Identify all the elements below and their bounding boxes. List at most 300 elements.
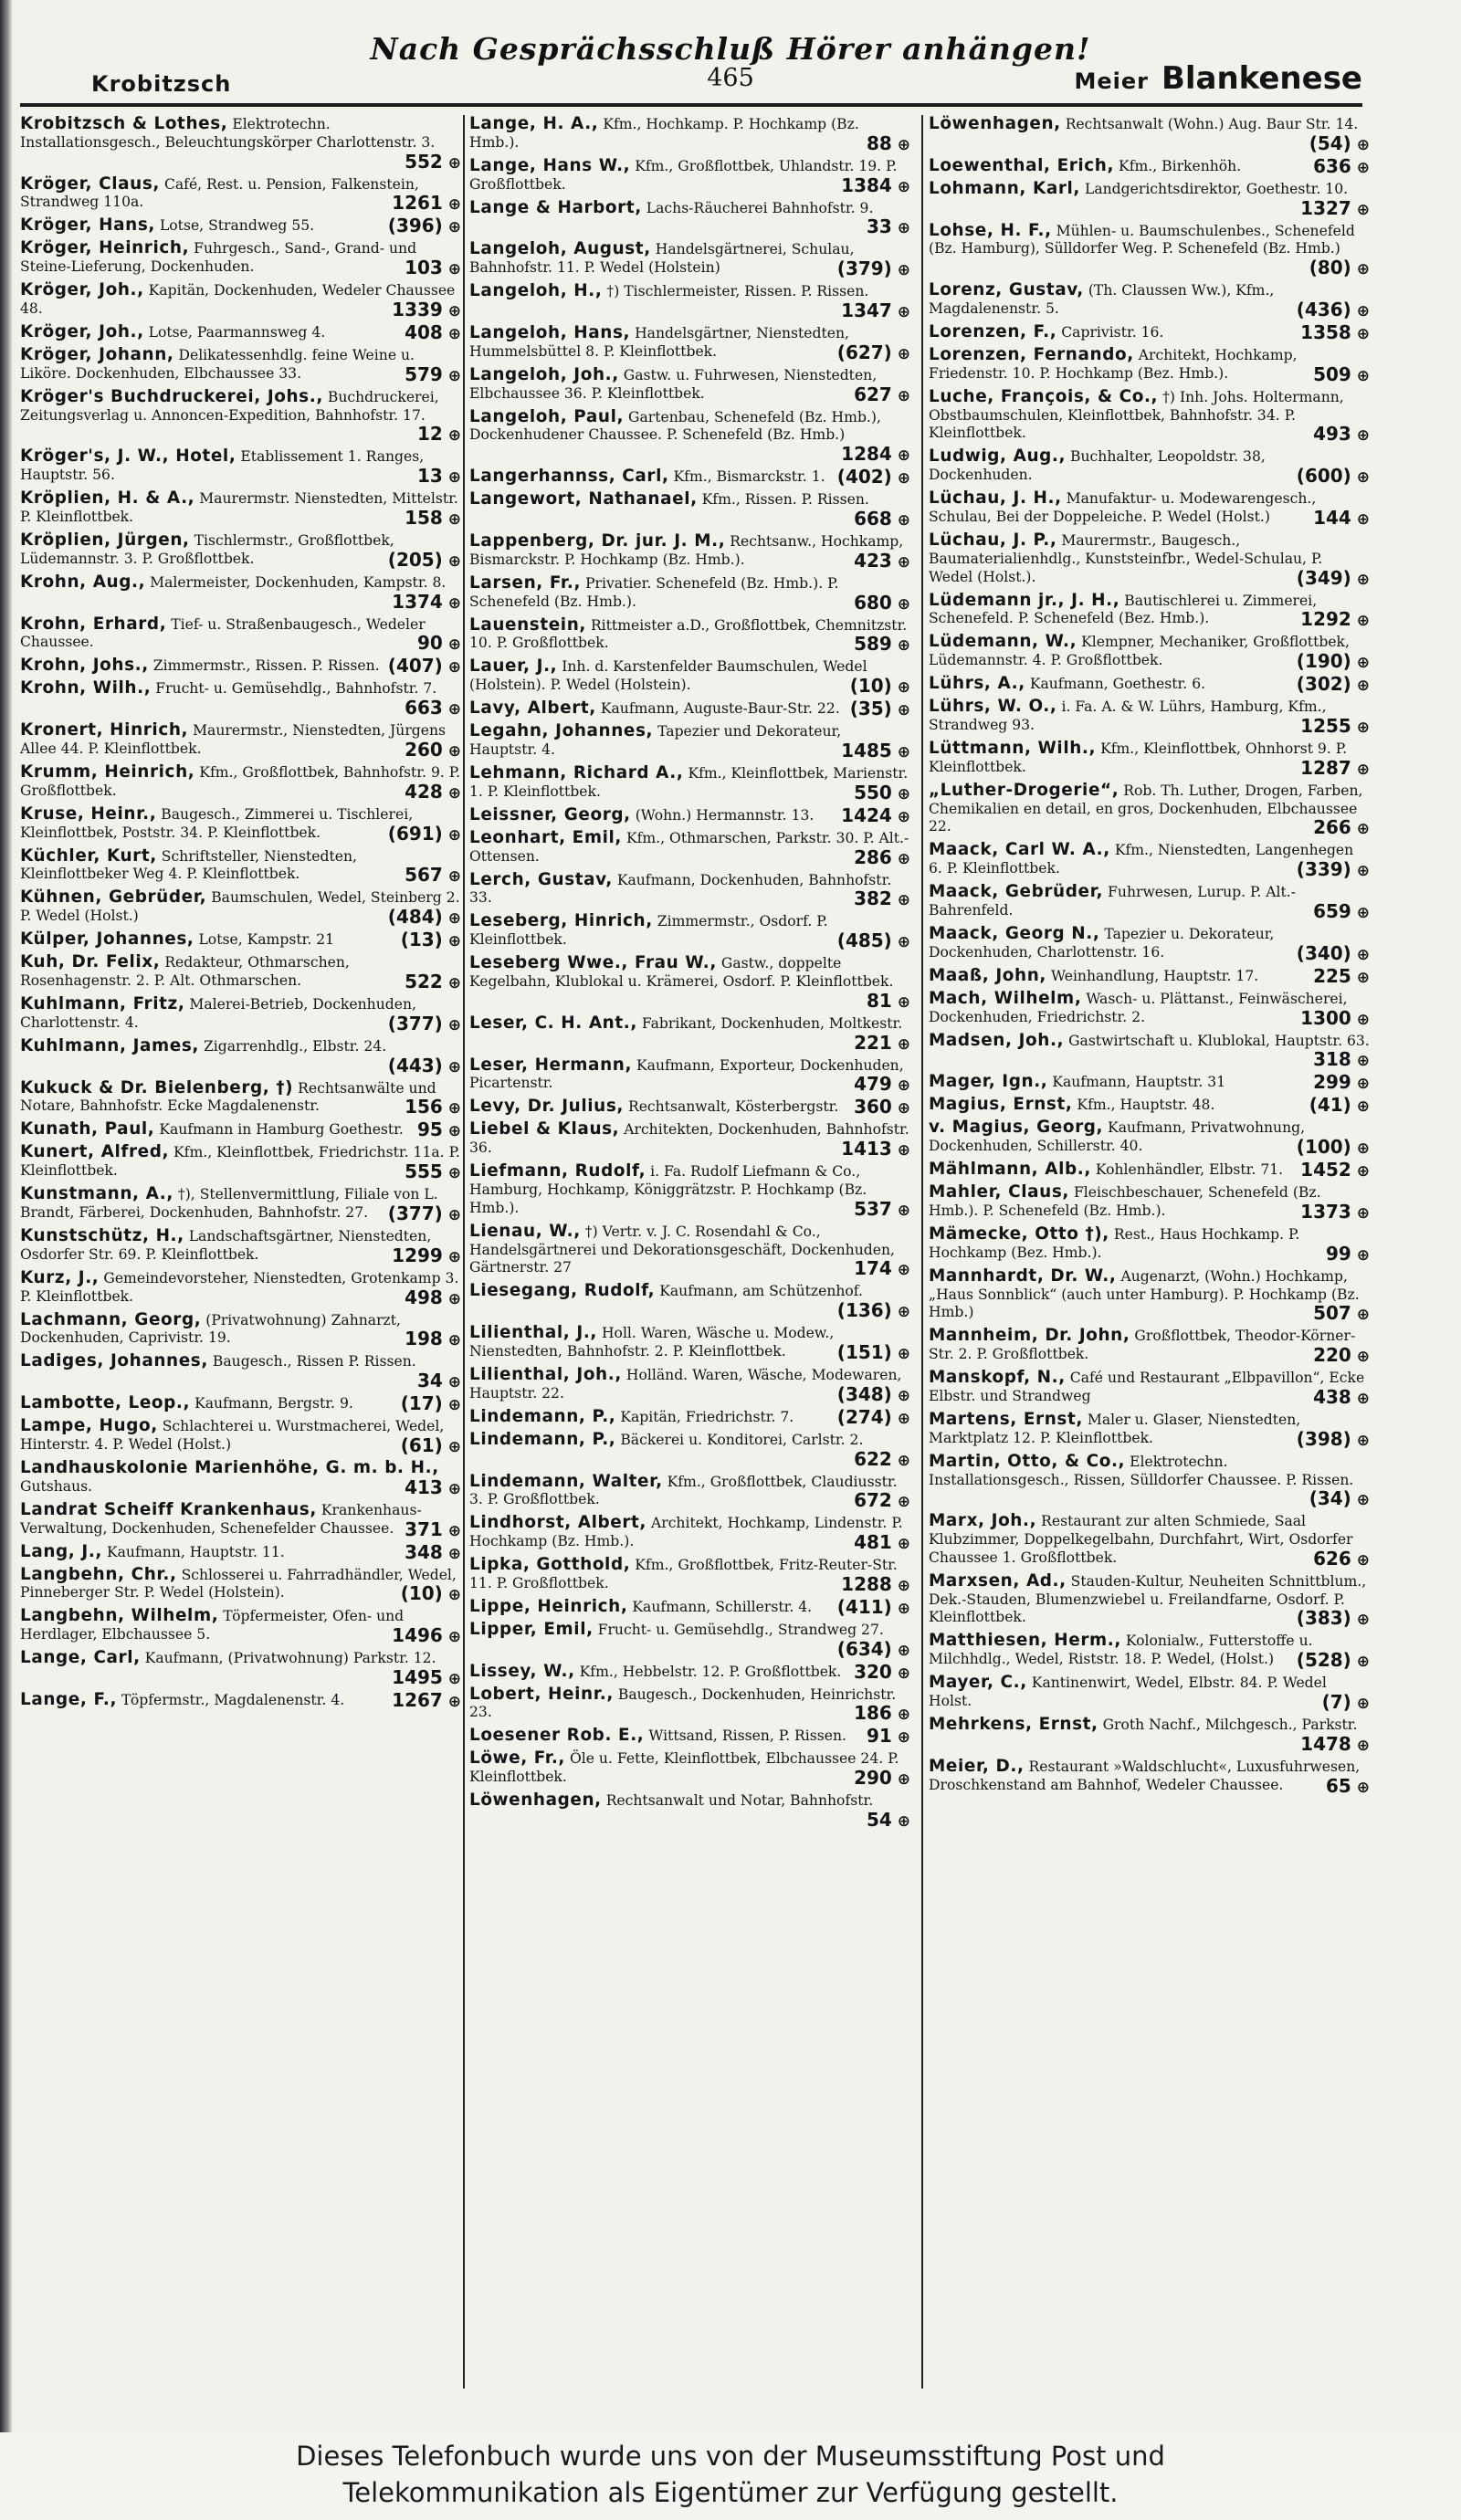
directory-entry [20,1185,461,1225]
directory-entry [469,366,910,406]
entry-details: i. Fa. A. & W. Lührs, Hamburg, Kfm., Strandweg 93. [929,698,1327,733]
entry-name: Marxsen, Ad., [929,1570,1067,1591]
phone-number: 1496 ⊕ [392,1626,461,1647]
phone-number: 13 ⊕ [417,467,461,488]
directory-entry [469,722,910,762]
directory-entry [20,1227,461,1267]
phone-number: 1327 ⊕ [1300,199,1370,220]
directory-entry [20,1143,461,1183]
entry-details: Architekt, Hochkamp, Lindenstr. P. Hochkamp (Bz. Hmb.). [469,1515,903,1550]
entry-name: Martens, Ernst, [929,1409,1083,1429]
entry-details: Frucht- u. Gemüsehdlg., Strandweg 27. [593,1621,884,1638]
entry-name: Meier, D., [929,1756,1025,1776]
entry-details: Kaufmann, (Privatwohnung) Parkstr. 12. [140,1650,436,1667]
directory-entry [20,320,461,344]
entry-name: Lüchau, J. P., [929,530,1057,550]
phone-number: (349) ⊕ [1297,569,1370,590]
entry-details: Baumschulen, Wedel, Steinberg 2. P. Wedel (Holst.) [20,889,460,925]
phone-number: 636 ⊕ [1313,157,1370,178]
entry-details: Mühlen- u. Baumschulenbes., Schenefeld (Bz. Hamburg), Sülldorfer Weg. P. Schenefeld (Bz. Hmb.) [929,222,1355,257]
directory-entry [20,239,461,279]
directory-entry [469,1791,910,1832]
entry-name: Krohn, Erhard, [20,614,167,634]
entry-name: Kronert, Hinrich, [20,720,189,740]
directory-entry [469,1056,910,1097]
entry-name: Lerch, Gustav, [469,869,613,889]
directory-entry [20,615,461,656]
directory-entry [929,154,1370,178]
entry-name: Kuhlmann, James, [20,1035,199,1055]
phone-number: 103 ⊕ [405,258,461,279]
directory-entry [929,281,1370,321]
directory-entry [20,721,461,761]
directory-entry [469,1556,910,1596]
directory-entry [20,531,461,572]
directory-entry [20,888,461,929]
directory-entry [469,657,910,698]
directory-entry [469,490,910,530]
entry-name: Küchler, Kurt, [20,845,157,866]
directory-entry [929,1369,1370,1409]
footer-line-1: Dieses Telefonbuch wurde uns von der Museumsstiftung Post und [296,2441,1165,2472]
entry-name: Langewort, Nathanael, [469,489,698,509]
directory-entry [929,883,1370,923]
phone-number: (41) ⊕ [1309,1096,1370,1117]
entry-details: Kfm., Hochkamp. P. Hochkamp (Bz. Hmb.). [469,116,859,151]
phone-number: (339) ⊕ [1297,860,1370,881]
directory-entry [929,1032,1370,1072]
directory-entry [469,1097,910,1118]
entry-name: Lindemann, P., [469,1406,616,1426]
column-1 [20,115,461,2389]
phone-number: 1478 ⊕ [1300,1735,1370,1756]
entry-details: Inh. d. Karstenfelder Baumschulen, Wedel (Holstein). P. Wedel (Holstein). [469,658,867,694]
phone-number: 493 ⊕ [1313,425,1370,446]
entry-name: Kröger, Claus, [20,173,160,194]
phone-number: 552 ⊕ [405,152,461,173]
phone-number: 522 ⊕ [405,972,461,993]
entry-name: Lorenz, Gustav, [929,280,1084,300]
entry-details: Zimmermstr., Osdorf. P. Kleinflottbek. [469,913,828,949]
entry-name: Loesener Rob. E., [469,1726,645,1746]
entry-details: (Wohn.) Hermannstr. 13. [630,806,815,824]
phone-number: (528) ⊕ [1297,1651,1370,1672]
phone-number: 481 ⊕ [854,1533,910,1554]
phone-number: 360 ⊕ [854,1097,910,1118]
directory-entry [469,1405,910,1429]
entry-name: Lissey, W., [469,1661,575,1681]
directory-entry [469,115,910,155]
entry-details: Kapitän, Friedrichstr. 7. [615,1408,794,1425]
entry-details: Kaufmann in Hamburg Goethestr. [154,1121,404,1139]
entry-details: Handelsgärtner, Nienstedten, Hummelsbüttel 8. P. Kleinflottbek. [469,324,850,360]
directory-entry [20,1459,461,1499]
directory-entry [20,1649,461,1689]
directory-entry [929,990,1370,1030]
directory-entry [20,1037,461,1077]
directory-entry [20,953,461,993]
phone-number: (80) ⊕ [1309,258,1370,279]
entry-name: Löwe, Fr., [469,1748,566,1769]
directory-entry [469,240,910,280]
directory-entry [929,1183,1370,1223]
entry-details: Rechtsanwälte und Notare, Bahnhofstr. Ecke Magdalenenstr. [20,1079,436,1115]
entry-name: Lindemann, P., [469,1429,616,1449]
phone-number: 318 ⊕ [1313,1050,1370,1071]
directory-entry [929,782,1370,840]
directory-entry [20,1417,461,1457]
phone-number: 1384 ⊕ [841,176,910,197]
entry-name: Kunath, Paul, [20,1119,155,1139]
phone-number: (407) ⊕ [388,656,461,677]
phone-number: 622 ⊕ [854,1450,910,1471]
directory-entry [469,1014,910,1055]
entry-details: Kfm., Birkenhöh. [1114,157,1242,174]
phone-number: (54) ⊕ [1309,134,1370,155]
phone-number: 260 ⊕ [405,740,461,761]
entry-name: Maack, Carl W. A., [929,840,1110,860]
entry-name: Löwenhagen, [929,115,1061,133]
entry-name: Langeloh, Paul, [469,406,625,426]
phone-number: 1347 ⊕ [841,301,910,322]
entry-name: Lobert, Heinr., [469,1684,614,1704]
directory-entry [929,1674,1370,1714]
entry-details: i. Fa. Rudolf Liefmann & Co., Hamburg, Hochkamp, Königgrätzstr. P. Hochkamp (Bz. Hmb.). [469,1163,867,1216]
directory-entry [20,489,461,530]
footer-line-2: Telekommunikation als Eigentümer zur Verfügung gestellt. [342,2477,1119,2508]
directory-entry [20,995,461,1035]
phone-number: 1288 ⊕ [841,1575,910,1596]
entry-name: Leser, C. H. Ant., [469,1013,637,1033]
entry-name: Leissner, Georg, [469,804,631,824]
entry-details: Zimmermstr., Rissen. P. Rissen. [148,657,380,675]
directory-entry [929,1572,1370,1631]
binding-shadow [0,0,13,2432]
entry-details: Kohlenhändler, Elbstr. 71. [1090,1161,1284,1179]
phone-number: 286 ⊕ [854,848,910,869]
directory-entry [929,1632,1370,1672]
directory-entry [469,912,910,952]
phone-number: (10) ⊕ [401,1584,461,1605]
phone-number: 413 ⊕ [405,1478,461,1499]
entry-name: Leseberg, Hinrich, [469,911,653,931]
page-number: 465 [707,64,754,92]
entry-name: Krobitzsch & Lothes, [20,115,228,133]
entry-details: Rechtsanwalt und Notar, Bahnhofstr. [601,1792,874,1810]
directory-entry [929,592,1370,632]
entry-details: Kaufmann, am Schützenhof. [655,1283,863,1300]
entry-details: Frucht- u. Gemüsehdlg., Bahnhofstr. 7. [151,680,437,698]
entry-name: Lauenstein, [469,614,586,635]
entry-details: Öle u. Fette, Kleinflottbek, Elbchaussee 24. P. Kleinflottbek. [469,1750,899,1786]
entry-name: Larsen, Fr., [469,572,582,593]
directory-entry [20,1079,461,1119]
entry-name: Loewenthal, Erich, [929,155,1115,175]
entry-name: Krohn, Wilh., [20,678,152,698]
entry-name: „Luther-Drogerie“, [929,780,1119,800]
entry-details: Café und Restaurant „Elbpavillon“, Ecke Elbstr. und Strandweg [929,1370,1365,1404]
entry-name: Lindhorst, Albert, [469,1513,647,1533]
entry-details: Rechtsanw., Hochkamp, Bismarckstr. P. Hochkamp (Bz. Hmb.). [469,532,904,568]
entry-details: Delikatessenhdlg. feine Weine u. Liköre. Dockenhuden, Elbchaussee 33. [20,346,415,382]
directory-entry [929,925,1370,965]
phone-number: 90 ⊕ [417,634,461,655]
directory-entry [20,1501,461,1541]
entry-details: Etablissement 1. Ranges, Hauptstr. 56. [20,448,425,484]
entry-name: Lüchau, J. H., [929,488,1062,509]
phone-number: 537 ⊕ [854,1200,910,1221]
entry-name: Krumm, Heinrich, [20,761,195,782]
entry-name: Magius, Ernst, [929,1095,1073,1115]
phone-number: 12 ⊕ [417,425,461,446]
phone-number: 408 ⊕ [405,323,461,344]
phone-number: (402) ⊕ [837,467,910,488]
entry-details: Kfm., Bismarckstr. 1. [668,468,825,486]
header-notice: Nach Gesprächsschluß Hörer anhängen! [370,31,1091,67]
entry-details: Elektrotechn. Installationsgesch., Beleuchtungskörper Charlottenstr. 3. [20,116,436,151]
directory-entry [20,805,461,845]
entry-details: Kfm., Großflottbek, Uhlandstr. 19. P. Großflottbek. [469,157,898,193]
phone-number: 659 ⊕ [1313,902,1370,923]
phone-number: 680 ⊕ [854,593,910,614]
entry-details: Lotse, Kampstr. 21 [194,931,335,949]
directory-entry [20,1688,461,1712]
entry-name: Lüttmann, Wilh., [929,738,1097,758]
phone-number: 95 ⊕ [417,1120,461,1141]
phone-number: (691) ⊕ [388,824,461,845]
directory-entry [469,829,910,869]
phone-number: (600) ⊕ [1297,467,1370,488]
entry-details: Kfm., Großflottbek, Bahnhofstr. 9. P. Großflottbek. [20,763,461,799]
entry-name: Kröger's Buchdruckerei, Johs., [20,386,323,406]
directory-entry [469,324,910,364]
phone-number: 1261 ⊕ [392,194,461,215]
directory-entry [929,1267,1370,1326]
directory-entry [929,489,1370,530]
phone-number: 428 ⊕ [405,782,461,803]
entry-name: Lange, Carl, [20,1648,141,1668]
directory-entry [929,1453,1370,1511]
entry-details: Stauden-Kultur, Neuheiten Schnittblum., Dek.-Stauden, Blumenzwiebel u. Freilandfarne, Osdorf. P. Kleinflottbek. [929,1572,1367,1626]
directory-entry [929,675,1370,696]
entry-name: Marx, Joh., [929,1511,1037,1531]
phone-number: 371 ⊕ [405,1520,461,1541]
column-3 [929,115,1370,2389]
phone-number: 589 ⊕ [854,635,910,656]
phone-number: (151) ⊕ [837,1343,910,1364]
phone-number: (35) ⊕ [850,699,910,720]
entry-details: Gastw., doppelte Kegelbahn, Klublokal u. Krämerei, Osdorf. P. Kleinflottbek. [469,955,894,990]
phone-number: (377) ⊕ [388,1014,461,1035]
entry-details: Rest., Haus Hochkamp. P. Hochkamp (Bez. Hmb.). [929,1225,1300,1261]
entry-details: Elektrotechn. Installationsgesch., Rissen, Sülldorfer Chaussee. P. Rissen. [929,1453,1354,1488]
phone-number: 507 ⊕ [1313,1304,1370,1325]
entry-details: Kaufmann, Hauptstr. 31 [1047,1074,1226,1091]
entry-name: Kunstmann, A., [20,1184,173,1204]
phone-number: 627 ⊕ [854,385,910,406]
entry-details: Fuhrwesen, Lurup. P. Alt.-Bahrenfeld. [929,884,1296,919]
entry-name: Lauer, J., [469,656,558,677]
entry-details: Kfm., Großflottbek, Claudiusstr. 3. P. Großflottbek. [469,1473,898,1508]
entry-name: Lilienthal, Joh., [469,1364,622,1384]
entry-name: Krohn, Aug., [20,572,146,592]
entry-details: Buchdruckerei, Zeitungsverlag u. Annoncen-Expedition, Bahnhofstr. 17. [20,388,439,424]
entry-name: Külper, Johannes, [20,929,194,950]
directory-entry [469,1366,910,1406]
entry-name: Madsen, Joh., [929,1030,1065,1050]
entry-details: Architekten, Dockenhuden, Bahnhofstr. 36. [469,1121,909,1157]
directory-entry [929,447,1370,488]
directory-entry [929,222,1370,280]
directory-entry [20,1311,461,1351]
entry-details: Töpfermeister, Ofen- und Herdlager, Elbchaussee 5. [20,1608,405,1643]
phone-number: 498 ⊕ [405,1288,461,1309]
phone-number: 509 ⊕ [1313,365,1370,386]
directory-entry [20,573,461,614]
entry-name: Lohse, H. F., [929,220,1052,240]
phone-number: 1299 ⊕ [392,1246,461,1267]
entry-details: Landschaftsgärtner, Nienstedten, Osdorfer Str. 69. P. Kleinflottbek. [20,1227,432,1263]
entry-details: Fleischbeschauer, Schenefeld (Bz. Hmb.). P. Schenefeld (Bz. Hmb.). [929,1184,1321,1219]
entry-name: Maack, Georg N., [929,923,1100,943]
entry-details: Maurermstr., Nienstedten, Jürgens Allee 44. P. Kleinflottbek. [20,722,447,757]
entry-details: Maurermstr., Baugesch., Baumaterialienhdlg., Kunststeinfbr., Wedel-Schulau, P. Wedel (Holst.). [929,531,1323,585]
footer-notice [0,2432,1461,2520]
entry-name: Kröger, Johann, [20,344,174,364]
phone-number: (100) ⊕ [1297,1138,1370,1159]
entry-name: Luche, François, & Co., [929,386,1159,406]
entry-name: Lilienthal, J., [469,1323,597,1343]
directory-entry [469,1162,910,1221]
phone-number: 438 ⊕ [1313,1388,1370,1409]
entry-details: Kolonialw., Futterstoffe u. Milchhdlg., Wedel, Riststr. 18. P. Wedel, (Holst.) [929,1633,1313,1668]
entry-name: Kukuck & Dr. Bielenberg, †) [20,1077,294,1097]
directory-entry [469,1595,910,1619]
directory-entry [20,1269,461,1309]
phone-number: 479 ⊕ [854,1075,910,1096]
entry-name: Kröger, Heinrich, [20,238,190,258]
phone-number: (13) ⊕ [401,930,461,951]
directory-entry [469,1282,910,1322]
entry-details: Tischlermstr., Großflottbek, Lüdemannstr. 3. P. Großflottbek. [20,531,394,567]
directory-entry [469,1431,910,1471]
entry-details: Rittmeister a.D., Großflottbek, Chemnitzstr. 10. P. Großflottbek. [469,616,908,652]
entry-name: Levy, Dr. Julius, [469,1097,624,1117]
phone-number: 290 ⊕ [854,1769,910,1790]
entry-details: (Th. Claussen Ww.), Kfm., Magdalenenstr. 5. [929,282,1275,317]
phone-number: 663 ⊕ [405,698,461,719]
phone-number: 1485 ⊕ [841,741,910,762]
phone-number: 1300 ⊕ [1300,1009,1370,1030]
directory-entry [20,346,461,386]
directory-entry [929,1716,1370,1756]
directory-entry [929,841,1370,881]
directory-entry [469,1621,910,1661]
entry-details: Schriftsteller, Nienstedten, Kleinflottbeker Weg 4. P. Kleinflottbek. [20,847,357,883]
phone-number: 174 ⊕ [854,1259,910,1280]
directory-entry [929,388,1370,446]
entry-name: Kurz, J., [20,1267,100,1287]
entry-details: Kaufmann, Bergstr. 9. [190,1395,353,1412]
directory-entry [929,320,1370,344]
entry-name: Lorenzen, Fernando, [929,344,1134,364]
entry-details: Tapezier und Dekorateur, Hauptstr. 4. [469,723,842,758]
entry-details: Café, Rest. u. Pension, Falkenstein, Strandweg 110a. [20,175,419,211]
phone-number: 1267 ⊕ [392,1691,461,1712]
entry-name: Kunstschütz, H., [20,1225,184,1245]
entry-details: Kaufmann, Schillerstr. 4. [627,1598,813,1615]
directory-entry [469,467,910,488]
entry-details: Kfm., Hebbelstr. 12. P. Großflottbek. [574,1663,842,1680]
phone-number: 320 ⊕ [854,1663,910,1684]
entry-name: Lohmann, Karl, [929,178,1081,198]
entry-details: Holländ. Waren, Wäsche, Modewaren, Hauptstr. 22. [469,1366,902,1402]
entry-details: Kaufmann, Dockenhuden, Bahnhofstr. 33. [469,871,892,907]
entry-details: Restaurant »Waldschlucht«, Luxusfuhrwesen, Droschkenstand am Bahnhof, Wedeler Chaussee. [929,1758,1361,1793]
entry-name: Leonhart, Emil, [469,827,622,847]
entry-details: Lotse, Strandweg 55. [154,217,315,235]
entry-details: †) Vertr. v. J. C. Rosendahl & Co., Handelsgärtnerei und Dekorationsgeschäft, Dockenhuden, Gärtnerstr. 27 [469,1223,895,1276]
entry-name: Langerhannss, Carl, [469,467,669,487]
phone-number: 1255 ⊕ [1300,717,1370,738]
phone-number: 348 ⊕ [405,1543,461,1564]
phone-number: (411) ⊕ [837,1598,910,1619]
entry-name: Kröplien, H. & A., [20,488,195,509]
entry-details: †), Stellenvermittlung, Filiale von L. Brandt, Färberei, Dockenhuden, Bahnhofstr. 27. [20,1186,438,1221]
phone-number: (205) ⊕ [388,551,461,572]
directory-entry [929,115,1370,155]
phone-number: 423 ⊕ [854,551,910,572]
entry-details: Wittsand, Rissen, P. Rissen. [644,1727,846,1745]
entry-details: Kfm., Rissen. P. Rissen. [697,491,869,509]
directory-entry [929,531,1370,590]
entry-name: Liesegang, Rudolf, [469,1281,656,1301]
directory-entry [469,282,910,322]
entry-name: Martin, Otto, & Co., [929,1451,1126,1471]
header-right-word: Meier [1074,68,1149,94]
entry-details: Kapitän, Dockenhuden, Wedeler Chaussee 48. [20,282,456,317]
phone-number: 299 ⊕ [1313,1073,1370,1094]
header-rule [20,103,1362,107]
entry-name: Mahler, Claus, [929,1182,1069,1202]
entry-details: Kfm., Kleinflottbek, Marienstr. 1. P. Kleinflottbek. [469,764,909,800]
phone-number: (485) ⊕ [837,931,910,952]
phone-number: 1424 ⊕ [841,806,910,827]
phone-number: (377) ⊕ [388,1204,461,1225]
phone-number: (10) ⊕ [850,677,910,698]
entry-name: Kühnen, Gebrüder, [20,887,207,908]
phone-number: 225 ⊕ [1313,967,1370,988]
entry-details: Baugesch., Rissen P. Rissen. [207,1353,416,1370]
directory-entry [469,1473,910,1513]
entry-name: Kuh, Dr. Felix, [20,952,161,972]
entry-details: Wasch- u. Plättanst., Feinwäscherei, Dockenhuden, Friedrichstr. 2. [929,990,1348,1025]
phone-number: 1284 ⊕ [841,445,910,466]
phone-number: 1292 ⊕ [1300,610,1370,631]
directory-entry [929,346,1370,386]
entry-name: Kröger, Hans, [20,215,155,236]
entry-name: Legahn, Johannes, [469,721,654,741]
entry-name: Lehmann, Richard A., [469,762,684,782]
phone-number: 158 ⊕ [405,509,461,530]
entry-name: Lipper, Emil, [469,1619,594,1639]
directory-entry [20,679,461,719]
entry-name: Maaß, John, [929,965,1046,985]
directory-entry [929,964,1370,988]
directory-entry [469,157,910,197]
entry-name: Lampe, Hugo, [20,1416,158,1436]
phone-number: 144 ⊕ [1313,509,1370,530]
